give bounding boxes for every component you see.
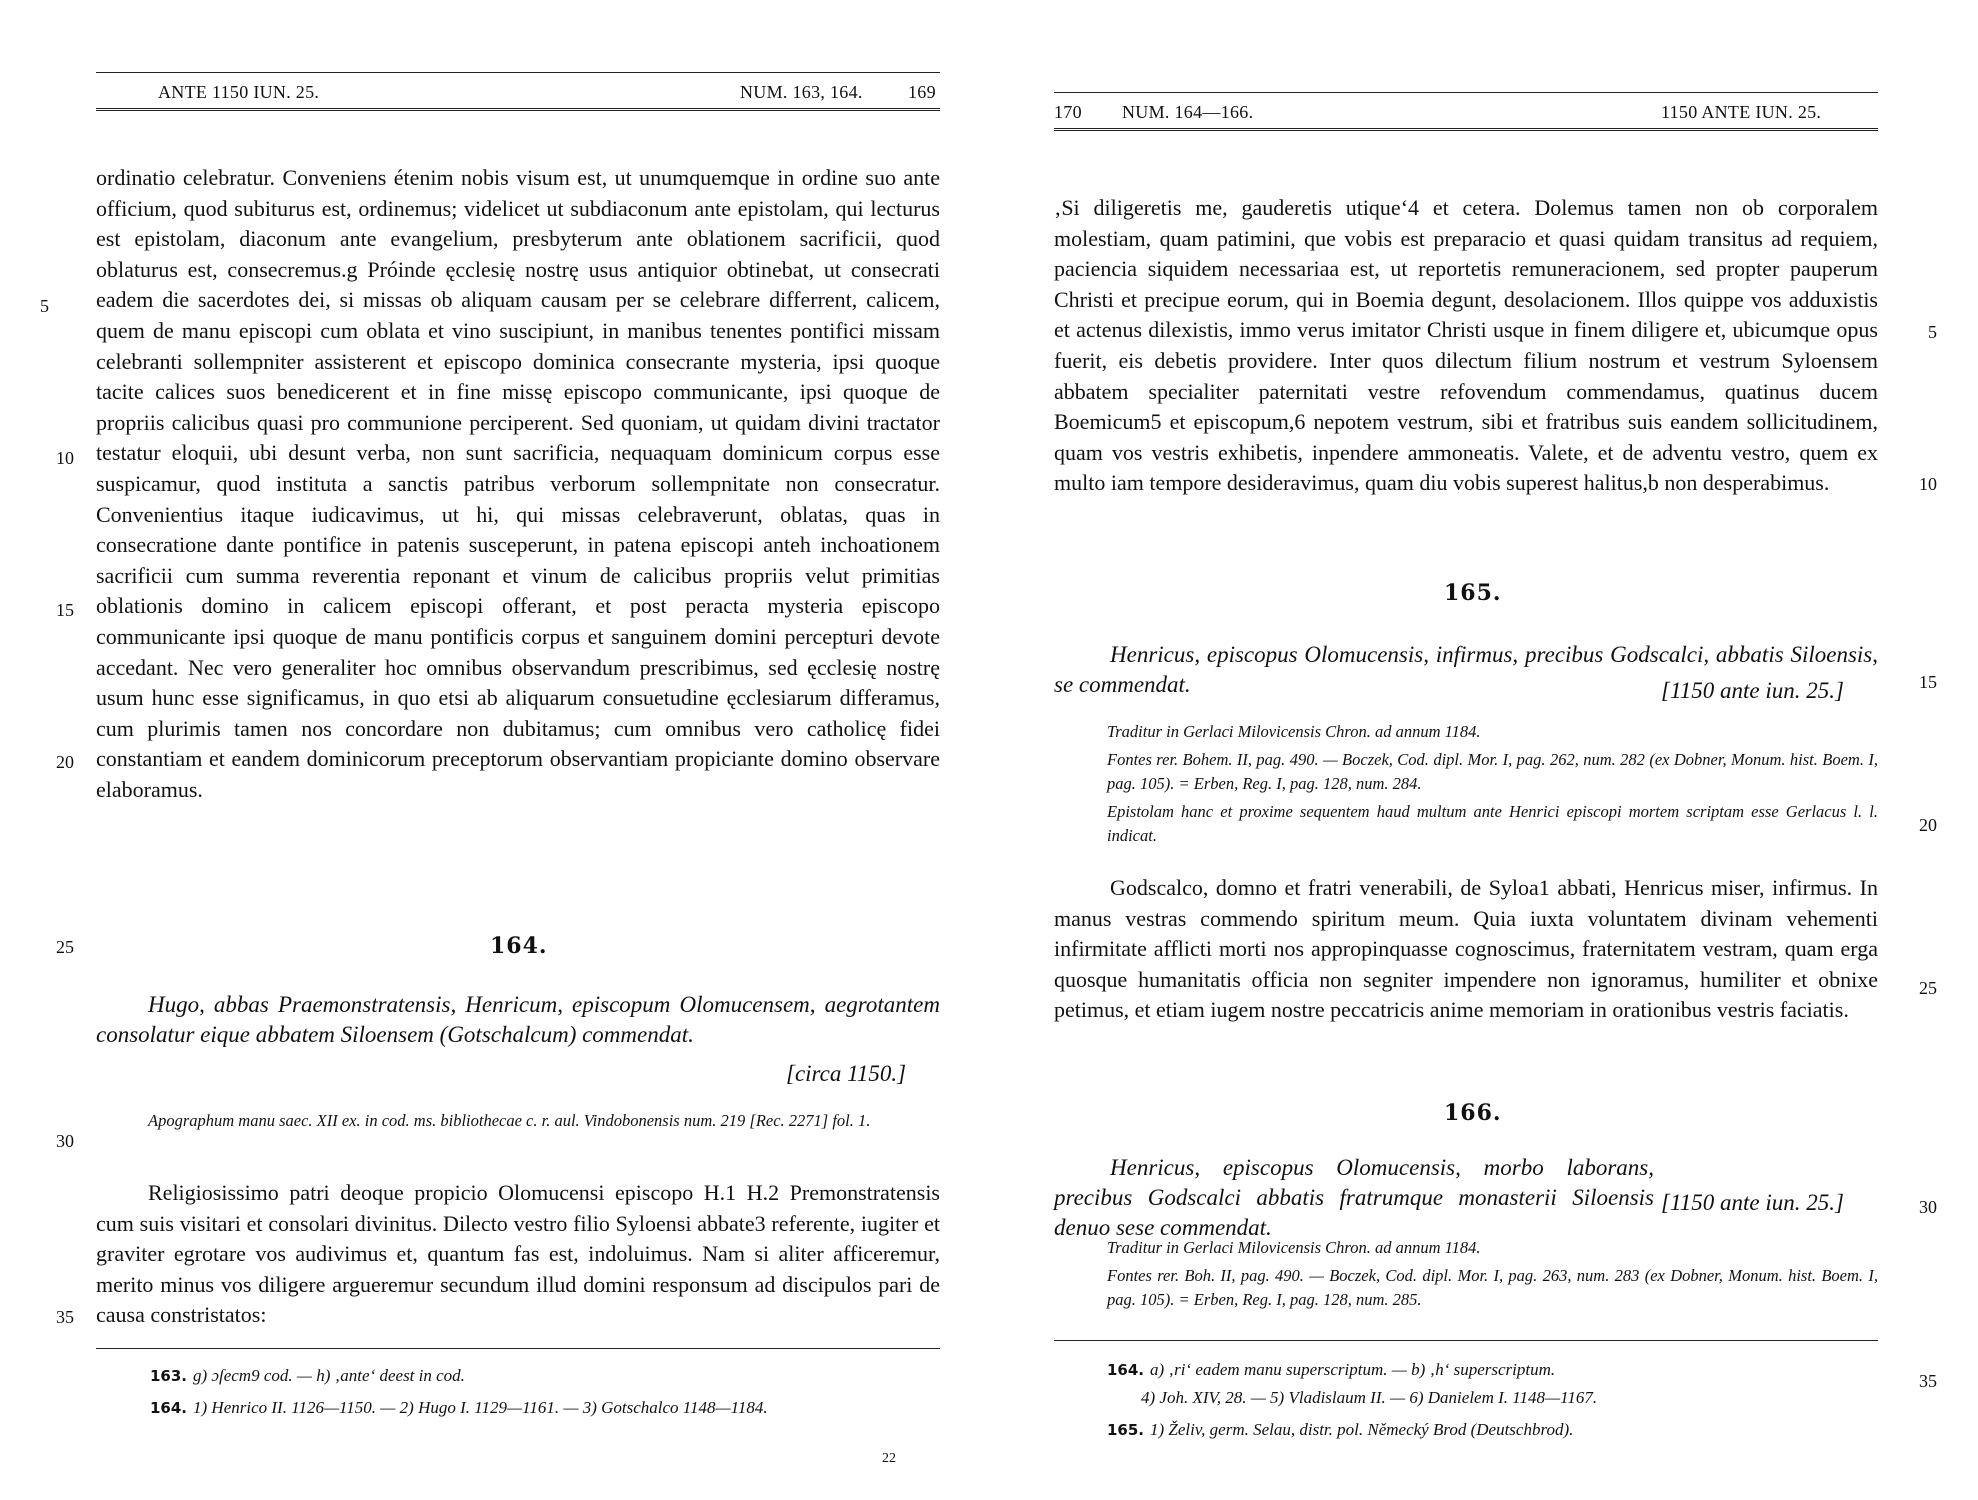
footnote (1107, 1356, 1878, 1384)
section-rubric: Hugo, abbas Praemonstratensis, Henricum, episcopum Olomucensem, aegrotantem consolatur eique abbatem Siloensem (Gotschalcum) commendat. (96, 992, 940, 1047)
footnote-text: g) ɔſecm9 cod. — h) ‚ante‘ deest in cod. (193, 1366, 465, 1385)
line-number: 30 (56, 1131, 74, 1151)
section-date: [1150 ante iun. 25.] (1661, 1190, 1844, 1215)
body-text (96, 163, 940, 805)
body-paragraph: ordinatio celebratur. Conveniens étenim nobis visum est, ut unumquemque in ordine suo ante officium, quod subiturus est, ordinemus; videlicet ut subdiaconum ante epistolam, qui lecturus est epistolam, diaconum ante evangelium, presbyterum ante oblationem sacrificii, quod oblaturus est, consecremus.g Próinde ęcclesię nostrę usus antiquior obtinebat, ut consecrati eadem die sacerdotes dei, si missas ob aliquam causam per se celebrare differrent, calicem, quem de manu episcopi cum oblata et vino suscipiunt, in manibus tenentes pontifici missam celebranti sollempniter assisterent et episcopo dominica consecrante mysteria, ipsi quoque tacite calices suos benedicerent et in fine missę episcopo communicante, ipsi quoque de propriis calicibus quasi pro communione perciperent. Sed quoniam, ut quidam divini tractator testatur eloquii, ubi desunt verba, non sunt sacrificia, nequaquam dominicum corpus esse suspicamur, quod instituta a sanctis patribus verborum sollempnitate non consecratur. Convenientius itaque iudicavimus, ut hi, qui missas celebraverunt, oblatas, quas in consecratione dante pontifice in patenis susceperunt, in patena episcopi anteh inchoationem sacrificii cum summa reverentia reponant et vinum de calicibus propriis velut primitias oblationis domino in calicem episcopi offerant, et post peracta mysteria episcopo communicante ipsi quoque de manu pontificis corpus et sanguinem domini percepturi devote accedant. Nec vero generaliter hoc omnibus observandum prescribimus, sed ęcclesię nostrę usum hunc esse significamus, in quo etsi ab aliquarum consuetudine ęcclesiarum differamus, cum plurimis tamen nos concordare non dubitamus; cum omnibus vero catholicę fidei constantiam et eandem dominicorum preceptorum observantiam propiciante domino observare elaboramus. (96, 165, 940, 802)
line-number: 20 (56, 752, 74, 772)
line-number: 10 (1919, 474, 1937, 494)
line-number: 35 (1919, 1371, 1937, 1391)
tradition-line: Fontes rer. Boh. II, pag. 490. — Boczek, Cod. dipl. Mor. I, pag. 263, num. 283 (ex Dobner, Monum. hist. Boem. I, pag. 105). = Erben, Reg. I, pag. 128, num. 285. (1107, 1266, 1878, 1309)
tradition-note (148, 1109, 940, 1137)
header-bottom-rule (1054, 128, 1878, 131)
signature-mark: 22 (882, 1451, 896, 1466)
letter-text (1054, 873, 1878, 1026)
line-number: 25 (1919, 978, 1937, 998)
footnote-text: 1) Želiv, germ. Selau, distr. pol. Německý Brod (Deutschbrod). (1150, 1420, 1574, 1439)
section-date: [1150 ante iun. 25.] (1661, 678, 1844, 703)
section-rubric (1054, 1153, 1654, 1243)
line-number: 10 (56, 448, 74, 468)
body-text (1054, 193, 1878, 499)
tradition-line: Traditur in Gerlaci Milovicensis Chron. ad annum 1184. (1107, 1238, 1481, 1257)
section-number-165: 165. (1444, 580, 1502, 606)
tradition-line: Apographum manu saec. XII ex. in cod. ms. bibliothecae c. r. aul. Vindobonensis num. 219 [Rec. 2271] fol. 1. (148, 1111, 871, 1130)
page-number: 170 (1054, 102, 1082, 122)
rubric-text: Henricus, episcopus Olomucensis, infirmus, precibus Godscalci, abbatis Siloensis, se commendat. (1054, 642, 1878, 697)
line-number: 25 (56, 937, 74, 957)
letter-paragraph: Religiosissimo patri deoque propicio Olomucensi episcopo H.1 H.2 Premonstratensis cum suis visitari et consolari divinitus. Dilecto vestro filio Syloensi abbate3 referente, iugiter et graviter egrotare vos audivimus et, quantum fas est, indoluimus. Nam si aliter afficeremur, merito minus vos diligere argueremur secundum illud domini responsum ad discipulos pari de causa constristatos: (96, 1180, 940, 1328)
tradition-note (1107, 1236, 1878, 1316)
right-page (989, 0, 1978, 1500)
line-number: 15 (1919, 672, 1937, 692)
footnote-label: 164. (150, 1399, 188, 1417)
header-top-rule (96, 72, 940, 73)
header-bottom-rule (96, 108, 940, 111)
tradition-line: Epistolam hanc et proxime sequentem haud multum ante Henrici episcopi mortem scriptam esse Gerlacus l. l. indicat. (1107, 802, 1878, 845)
body-paragraph: ‚Si diligeretis me, gauderetis utique‘4 et cetera. Dolemus tamen non ob corporalem molestiam, quam patimini, que vobis est preparacio et quasi quidam transitus ad requiem, paciencia siquidem necessariaa est, ut reportetis remuneracionem, sed propter pauperum Christi et precipue eorum, qui in Boemia degunt, desolacionem. Illos quippe vos adduxistis et actenus dilexistis, immo verus imitator Christi usque in finem diligere et, ubicumque opus fuerit, eis debetis providere. Inter quos dilectum filium nostrum et vestrum Syloensem abbatem specialiter paternitati vestre refovendum commendamus, quatinus ducem Boemicum5 et episcopum,6 nepotem vestrum, sibi et fratribus suis eandem sollicitudinem, quam vos vestris exhibetis, inpendere ammoneatis. Valete, et de adventu vestro, quem ex multo iam tempore desideravimus, quam diu vobis superest halitus,b non desperabimus. (1054, 195, 1878, 496)
line-number: 5 (40, 296, 49, 316)
running-head-num: NUM. 164—166. (1122, 102, 1254, 122)
tradition-note (1107, 720, 1878, 852)
letter-text (96, 1178, 940, 1331)
line-number: 35 (56, 1307, 74, 1327)
tradition-line: Traditur in Gerlaci Milovicensis Chron. ad annum 1184. (1107, 722, 1481, 741)
footnote-label: 165. (1107, 1421, 1145, 1439)
running-head-right: 1150 ANTE IUN. 25. (1661, 102, 1822, 122)
running-head-left: ANTE 1150 IUN. 25. (158, 82, 320, 102)
section-number-164: 164. (490, 933, 548, 959)
line-number: 30 (1919, 1197, 1937, 1217)
letter-paragraph: Godscalco, domno et fratri venerabili, de Syloa1 abbati, Henricus miser, infirmus. In manus vestras commendo spiritum meum. Quia iuxta voluntatem divinam vehementi infirmitate afflicti morti nos appropinquasse cognoscimus, fraternitatem vestram, quam erga quosque humanitatis officia non segniter impendere non ignoramus, humiliter et obnixe petimus, et etiam iugem nostre peccatricis anime memoriam in orationibus vestris faciatis. (1054, 875, 1878, 1023)
footnote-rule (96, 1348, 940, 1349)
section-number-166: 166. (1444, 1100, 1502, 1126)
footnote (1107, 1416, 1878, 1444)
line-number: 5 (1928, 322, 1937, 342)
section-date: [circa 1150.] (786, 1061, 907, 1086)
rubric-text: Henricus, episcopus Olomucensis, morbo laborans, precibus Godscalci abbatis fratrumque monasterii Siloensis denuo sese commendat. (1054, 1155, 1654, 1240)
header-top-rule (1054, 92, 1878, 93)
footnote (150, 1394, 940, 1422)
line-number: 20 (1919, 815, 1937, 835)
footnote-text: a) ‚ri‘ eadem manu superscriptum. — b) ‚h‘ superscriptum. (1150, 1360, 1556, 1379)
footnote (1141, 1384, 1878, 1412)
footnote-label: 163. (150, 1367, 188, 1385)
footnote-text: 1) Henrico II. 1126—1150. — 2) Hugo I. 1129—1161. — 3) Gotschalco 1148—1184. (193, 1398, 768, 1417)
footnote-rule (1054, 1340, 1878, 1341)
footnote (150, 1362, 940, 1390)
running-head-num: NUM. 163, 164. (740, 82, 863, 102)
line-number: 15 (56, 600, 74, 620)
footnote-text: 4) Joh. XIV, 28. — 5) Vladislaum II. — 6) Danielem I. 1148—1167. (1141, 1388, 1598, 1407)
page-number: 169 (908, 82, 936, 102)
footnote-label: 164. (1107, 1361, 1145, 1379)
tradition-line: Fontes rer. Bohem. II, pag. 490. — Boczek, Cod. dipl. Mor. I, pag. 262, num. 282 (ex Dobner, Monum. hist. Boem. I, pag. 105). = Erben, Reg. I, pag. 128, num. 284. (1107, 750, 1878, 793)
